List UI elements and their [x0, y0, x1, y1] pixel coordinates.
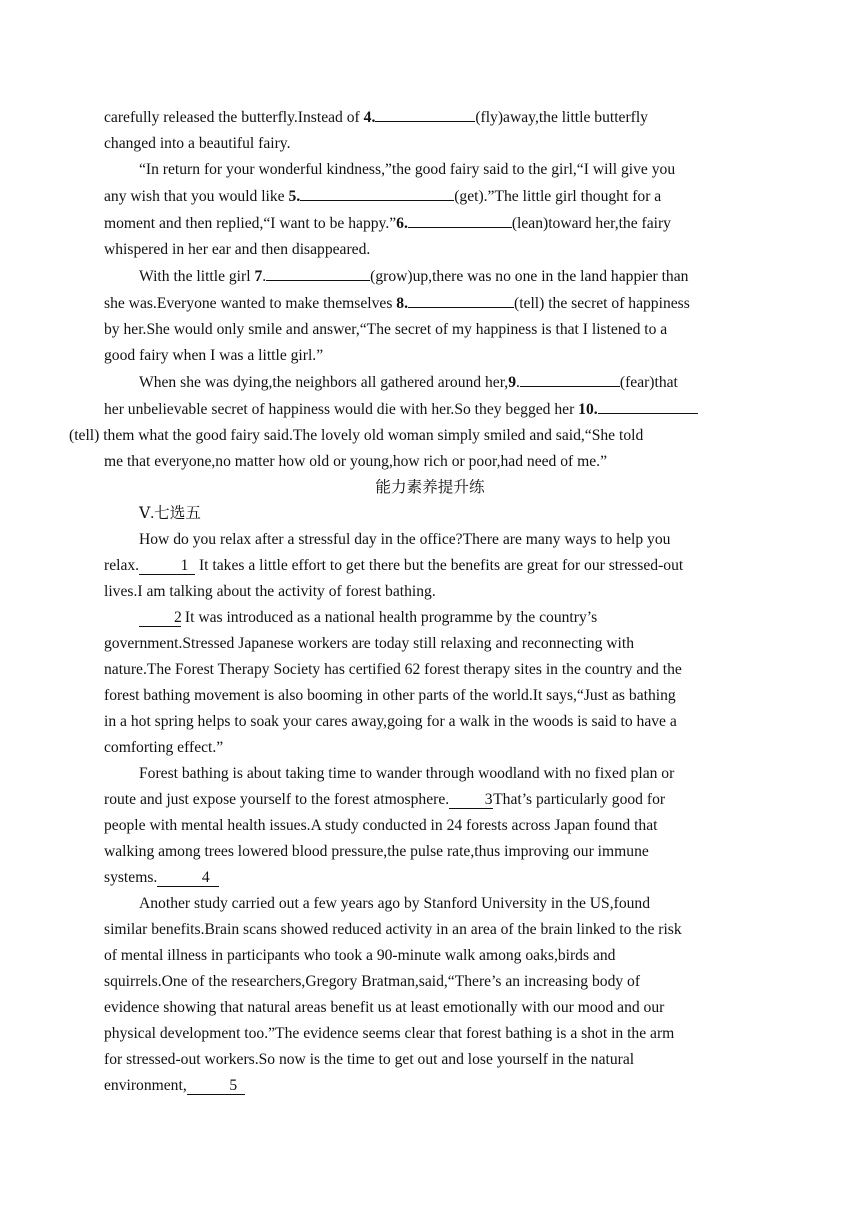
blank-number-4: 4 [363, 109, 372, 126]
text: It was introduced as a national health programme by the country’s [181, 609, 598, 626]
text: “In return for your wonderful kindness,”the good fairy said to the girl,“I will give you [139, 161, 676, 178]
text: . [404, 295, 408, 312]
text: government.Stressed Japanese workers are today still relaxing and reconnecting with [104, 635, 635, 652]
blank-9[interactable] [520, 369, 620, 387]
text: carefully released the butterfly.Instead of [104, 109, 364, 126]
blank-number-5: 5 [288, 188, 297, 205]
blank-q3[interactable] [449, 791, 493, 809]
blank-10[interactable] [598, 396, 698, 414]
passage-paragraph-2 [104, 605, 756, 761]
blank-4[interactable] [375, 104, 475, 122]
blank-number-q4: 4 [201, 869, 210, 886]
text: route and just expose yourself to the forest atmosphere. [104, 791, 450, 808]
blank-8[interactable] [408, 290, 514, 308]
paragraph-3 [69, 369, 756, 475]
blank-number-q5: 5 [229, 1077, 238, 1094]
text: systems. [104, 869, 158, 886]
blank-number-q3: 3 [484, 791, 493, 808]
text: nature.The Forest Therapy Society has certified 62 forest therapy sites in the country and the [104, 661, 682, 678]
text: . [371, 109, 376, 126]
text: How do you relax after a stressful day in the office?There are many ways to help you [139, 531, 671, 548]
text: evidence showing that natural areas benefit us at least emotionally with our mood and our [104, 999, 665, 1016]
text: . [515, 374, 520, 391]
text: . [593, 401, 598, 418]
blank-number-7: 7 [254, 268, 263, 285]
text: her unbelievable secret of happiness would die with her.So they begged her [104, 401, 579, 418]
paragraph-0 [104, 104, 756, 157]
text: (fly)away,the little butterfly [475, 109, 648, 126]
paragraph-2 [104, 263, 756, 369]
blank-number-8: 8 [396, 295, 405, 312]
blank-7[interactable] [266, 263, 370, 281]
text: relax. [104, 557, 140, 574]
text: she was.Everyone wanted to make themselves [104, 295, 397, 312]
text: good fairy when I was a little girl.” [104, 347, 324, 364]
text: (lean)toward her,the fairy [511, 215, 671, 232]
text: squirrels.One of the researchers,Gregory Bratman,said,“There’s an increasing body of [104, 973, 641, 990]
paragraph-1 [104, 157, 756, 263]
text: physical development too.”The evidence seems clear that forest bathing is a shot in the arm [104, 1025, 675, 1042]
passage-paragraph-1 [104, 527, 756, 605]
text: (fear)that [619, 374, 678, 391]
blank-q5[interactable] [187, 1077, 245, 1095]
text: lives.I am talking about the activity of forest bathing. [104, 583, 436, 600]
text: Another study carried out a few years ago by Stanford University in the US,found [139, 895, 651, 912]
text: of mental illness in participants who took a 90-minute walk among oaks,birds and [104, 947, 616, 964]
blank-q2[interactable] [139, 609, 181, 627]
text: That’s particularly good for [493, 791, 666, 808]
text: (grow)up,there was no one in the land happier than [370, 268, 689, 285]
passage-paragraph-3 [104, 761, 756, 891]
text: in a hot spring helps to soak your cares away,going for a walk in the woods is said to have a [104, 713, 677, 730]
blank-6[interactable] [408, 210, 512, 228]
text: (get).”The little girl thought for a [454, 188, 662, 205]
text: changed into a beautiful fairy. [104, 135, 291, 152]
text: environment, [104, 1077, 187, 1094]
document-page [69, 104, 756, 1099]
text: whispered in her ear and then disappeared. [104, 241, 371, 258]
text: comforting effect.” [104, 739, 224, 756]
text: moment and then replied,“I want to be happy.” [104, 215, 397, 232]
passage-paragraph-4 [104, 891, 756, 1099]
text: With the little girl [139, 268, 255, 285]
text: forest bathing movement is also booming in other parts of the world.It says,“Just as bathing [104, 687, 676, 704]
section-title: 能力素养提升练 [375, 479, 485, 496]
section-label: Ⅴ.七选五 [139, 505, 201, 522]
text: me that everyone,no matter how old or young,how rich or poor,had need of me.” [104, 453, 607, 470]
blank-5[interactable] [300, 183, 454, 201]
text: . [296, 188, 301, 205]
text: people with mental health issues.A study conducted in 24 forests across Japan found that [104, 817, 658, 834]
text: . [403, 215, 408, 232]
blank-number-q1: 1 [180, 557, 189, 574]
text: (tell) them what the good fairy said.The lovely old woman simply smiled and said,“She told [69, 427, 644, 444]
blank-q1[interactable] [139, 557, 195, 575]
text: When she was dying,the neighbors all gathered around her, [139, 374, 509, 391]
text: Forest bathing is about taking time to wander through woodland with no fixed plan or [139, 765, 675, 782]
text: by her.She would only smile and answer,“The secret of my happiness is that I listened to a [104, 321, 668, 338]
text: . [262, 268, 267, 285]
text: walking among trees lowered blood pressure,the pulse rate,thus improving our immune [104, 843, 649, 860]
text: for stressed-out workers.So now is the time to get out and lose yourself in the natural [104, 1051, 635, 1068]
text: any wish that you would like [104, 188, 289, 205]
text: similar benefits.Brain scans showed reduced activity in an area of the brain linked to the risk [104, 921, 682, 938]
text: It takes a little effort to get there but the benefits are great for our stressed-out [195, 557, 684, 574]
blank-number-6: 6 [396, 215, 404, 232]
blank-number-10: 10 [578, 401, 594, 418]
text: (tell) the secret of happiness [514, 295, 690, 312]
blank-number-q2: 2 [174, 609, 182, 626]
blank-q4[interactable] [157, 869, 219, 887]
blank-number-9: 9 [508, 374, 516, 391]
